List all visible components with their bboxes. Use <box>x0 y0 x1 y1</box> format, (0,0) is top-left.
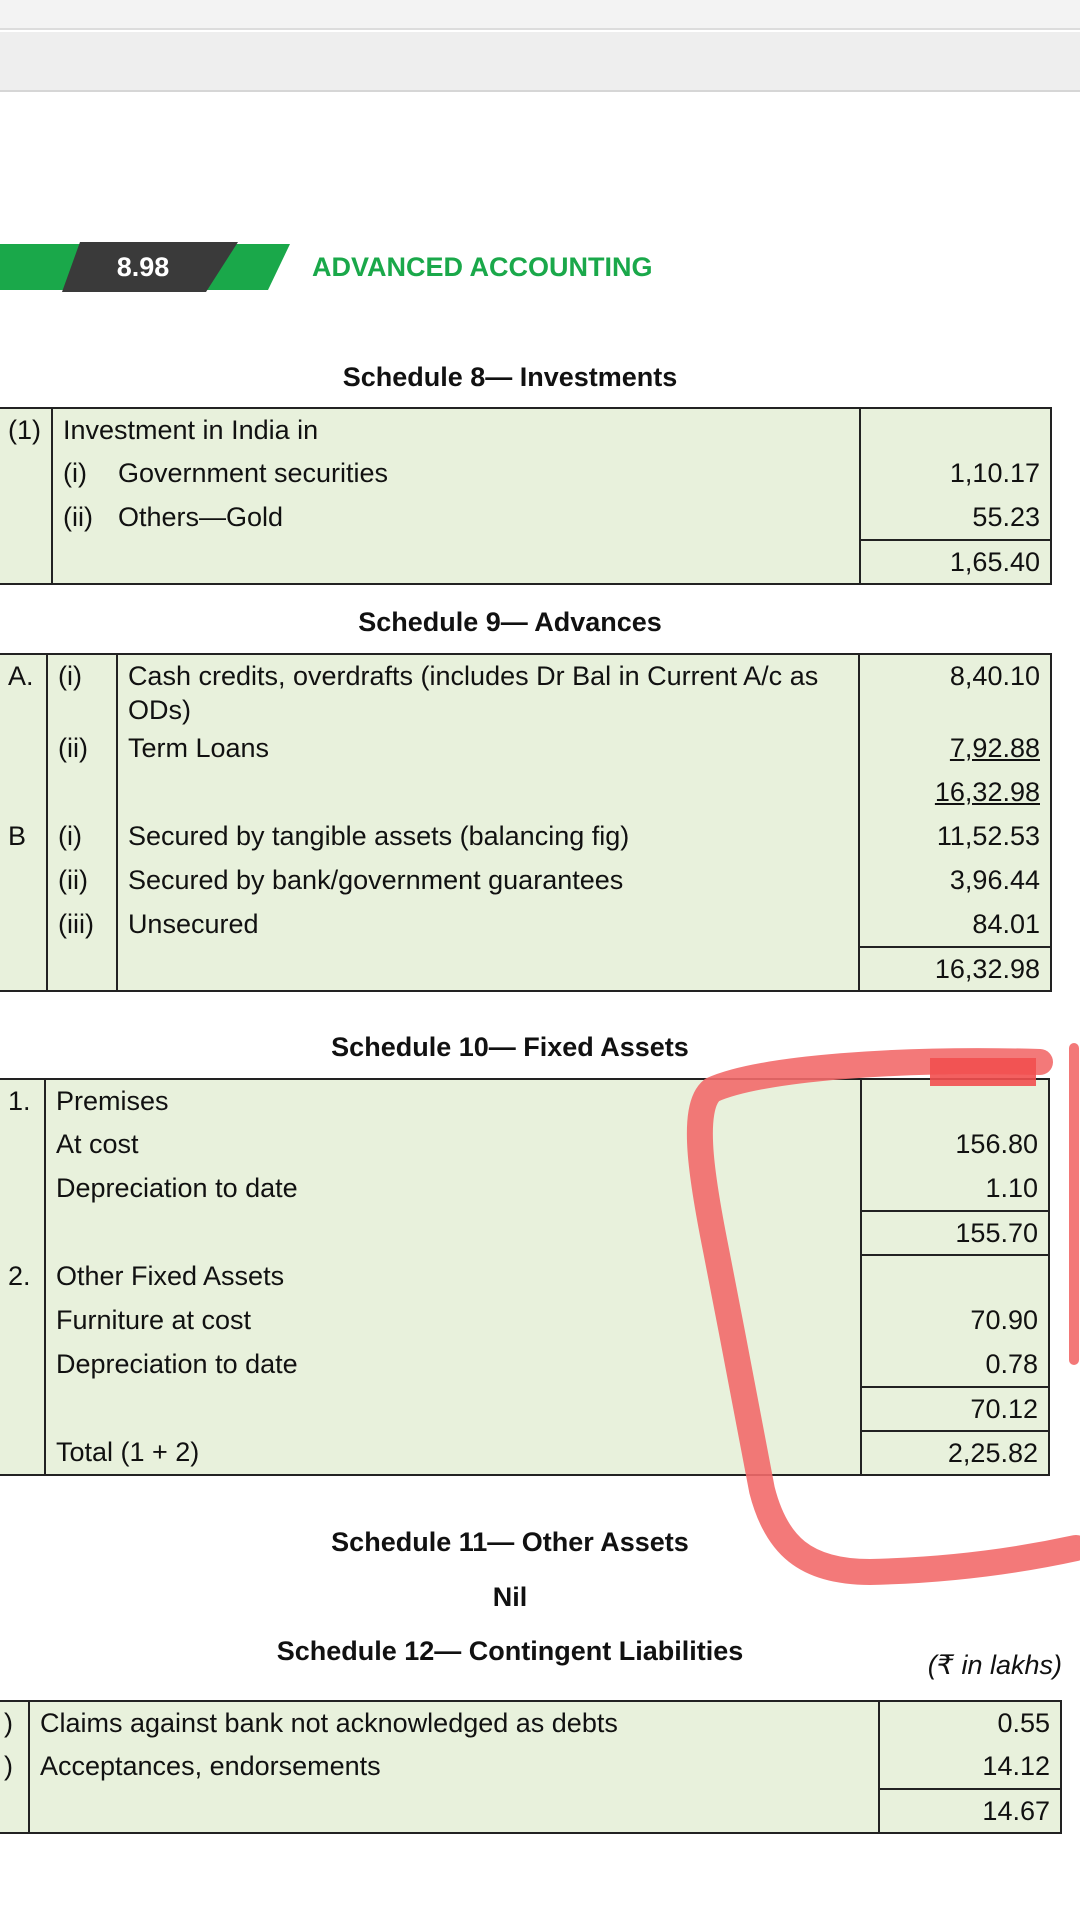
table-row <box>0 859 1051 903</box>
table-row <box>0 1343 1049 1387</box>
row-value: 14.12 <box>879 1745 1061 1789</box>
row-value: 156.80 <box>861 1123 1049 1167</box>
row-total: 14.67 <box>879 1789 1061 1833</box>
row-index <box>0 947 47 991</box>
row-index <box>0 496 52 540</box>
row-value: 55.23 <box>860 496 1051 540</box>
row-index: 2. <box>0 1255 45 1299</box>
table-row <box>0 408 1051 452</box>
row-value <box>861 1079 1049 1123</box>
schedule8-title: Schedule 8— Investments <box>342 362 678 392</box>
table-row <box>0 903 1051 947</box>
row-label <box>117 771 859 815</box>
row-label: Total (1 + 2) <box>45 1431 861 1475</box>
row-label: Unsecured <box>117 903 859 947</box>
row-label: Acceptances, endorsements <box>29 1745 879 1789</box>
row-label: Furniture at cost <box>45 1299 861 1343</box>
table-row <box>0 452 1051 496</box>
table-row <box>0 947 1051 991</box>
table-row <box>0 771 1051 815</box>
row-label: Premises <box>45 1079 861 1123</box>
row-index: ) <box>0 1701 29 1745</box>
schedule9-title: Schedule 9— Advances <box>358 607 662 637</box>
schedule8-table <box>0 407 1052 585</box>
section-title: ADVANCED ACCOUNTING <box>312 252 653 282</box>
row-index <box>0 727 47 771</box>
row-value: 1.10 <box>861 1167 1049 1211</box>
row-value: 1,10.17 <box>860 452 1051 496</box>
row-sub-index: (i) <box>47 815 117 859</box>
schedule9-table <box>0 653 1052 992</box>
schedule11-body: Nil <box>492 1582 528 1612</box>
table-row <box>0 1745 1061 1789</box>
row-label: Cash credits, overdrafts (includes Dr Bal in Current A/c as ODs) <box>117 654 859 727</box>
table-row <box>0 815 1051 859</box>
row-sub-index: (ii) <box>47 727 117 771</box>
row-index <box>0 1431 45 1475</box>
row-index: A. <box>0 654 47 727</box>
table-row <box>0 1255 1049 1299</box>
schedule12-table <box>0 1700 1062 1834</box>
row-index <box>0 1211 45 1255</box>
row-label: Investment in India in <box>52 408 860 452</box>
row-label: Secured by tangible assets (balancing fig) <box>117 815 859 859</box>
row-index <box>0 903 47 947</box>
table-row <box>0 654 1051 727</box>
row-index <box>0 859 47 903</box>
row-total: 16,32.98 <box>859 947 1051 991</box>
table-row <box>0 1299 1049 1343</box>
row-index <box>0 1387 45 1431</box>
row-label <box>29 1789 879 1833</box>
row-label: Government securities <box>108 452 860 496</box>
table-row <box>0 1701 1061 1745</box>
row-label: Other Fixed Assets <box>45 1255 861 1299</box>
row-value: 3,96.44 <box>859 859 1051 903</box>
row-label: Depreciation to date <box>45 1167 861 1211</box>
row-value: 70.90 <box>861 1299 1049 1343</box>
row-sub-index <box>52 540 108 584</box>
row-sub-index: (iii) <box>47 903 117 947</box>
row-index <box>0 1343 45 1387</box>
row-index: (1) <box>0 408 52 452</box>
row-sub-index: (i) <box>52 452 108 496</box>
table-row <box>0 1167 1049 1211</box>
row-subtotal: 155.70 <box>861 1211 1049 1255</box>
row-index: 1. <box>0 1079 45 1123</box>
row-index <box>0 452 52 496</box>
row-value: 7,92.88 <box>949 733 1040 763</box>
row-index <box>0 540 52 584</box>
schedule10-table <box>0 1078 1050 1476</box>
schedule10-title: Schedule 10— Fixed Assets <box>331 1032 689 1062</box>
table-row <box>0 1079 1049 1123</box>
row-label <box>45 1387 861 1431</box>
row-label: Secured by bank/government guarantees <box>117 859 859 903</box>
schedule12-title: Schedule 12— Contingent Liabilities <box>276 1636 744 1666</box>
row-index: B <box>0 815 47 859</box>
row-sub-index <box>47 771 117 815</box>
row-label: Term Loans <box>117 727 859 771</box>
row-index <box>0 1299 45 1343</box>
table-row <box>0 1123 1049 1167</box>
row-value: 0.55 <box>879 1701 1061 1745</box>
row-label: At cost <box>45 1123 861 1167</box>
row-index <box>0 1123 45 1167</box>
row-value: 11,52.53 <box>859 815 1051 859</box>
row-value <box>861 1255 1049 1299</box>
row-label <box>117 947 859 991</box>
row-index <box>0 771 47 815</box>
row-value: 0.78 <box>861 1343 1049 1387</box>
table-row <box>0 727 1051 771</box>
units-note: (₹ in lakhs) <box>927 1650 1062 1680</box>
row-value: 84.01 <box>859 903 1051 947</box>
row-sub-index <box>47 947 117 991</box>
table-row <box>0 540 1051 584</box>
row-index <box>0 1789 29 1833</box>
row-total: 1,65.40 <box>860 540 1051 584</box>
row-index <box>0 1167 45 1211</box>
viewer-toolbar <box>0 32 1080 92</box>
table-row <box>0 1431 1049 1475</box>
row-subtotal: 70.12 <box>861 1387 1049 1431</box>
row-value <box>860 408 1051 452</box>
row-sub-index: (ii) <box>52 496 108 540</box>
page-number: 8.98 <box>116 252 170 282</box>
row-label: Others—Gold <box>108 496 860 540</box>
table-row <box>0 1789 1061 1833</box>
table-row <box>0 1387 1049 1431</box>
row-sub-index: (ii) <box>47 859 117 903</box>
row-label <box>108 540 860 584</box>
row-label: Depreciation to date <box>45 1343 861 1387</box>
schedule11-title: Schedule 11— Other Assets <box>331 1527 689 1557</box>
row-value: 8,40.10 <box>859 654 1051 727</box>
table-row <box>0 496 1051 540</box>
row-label <box>45 1211 861 1255</box>
browser-top-bar <box>0 0 1080 30</box>
row-total: 2,25.82 <box>861 1431 1049 1475</box>
row-label: Claims against bank not acknowledged as debts <box>29 1701 879 1745</box>
row-index: ) <box>0 1745 29 1789</box>
row-subtotal: 16,32.98 <box>934 777 1040 807</box>
table-row <box>0 1211 1049 1255</box>
row-sub-index: (i) <box>47 654 117 727</box>
